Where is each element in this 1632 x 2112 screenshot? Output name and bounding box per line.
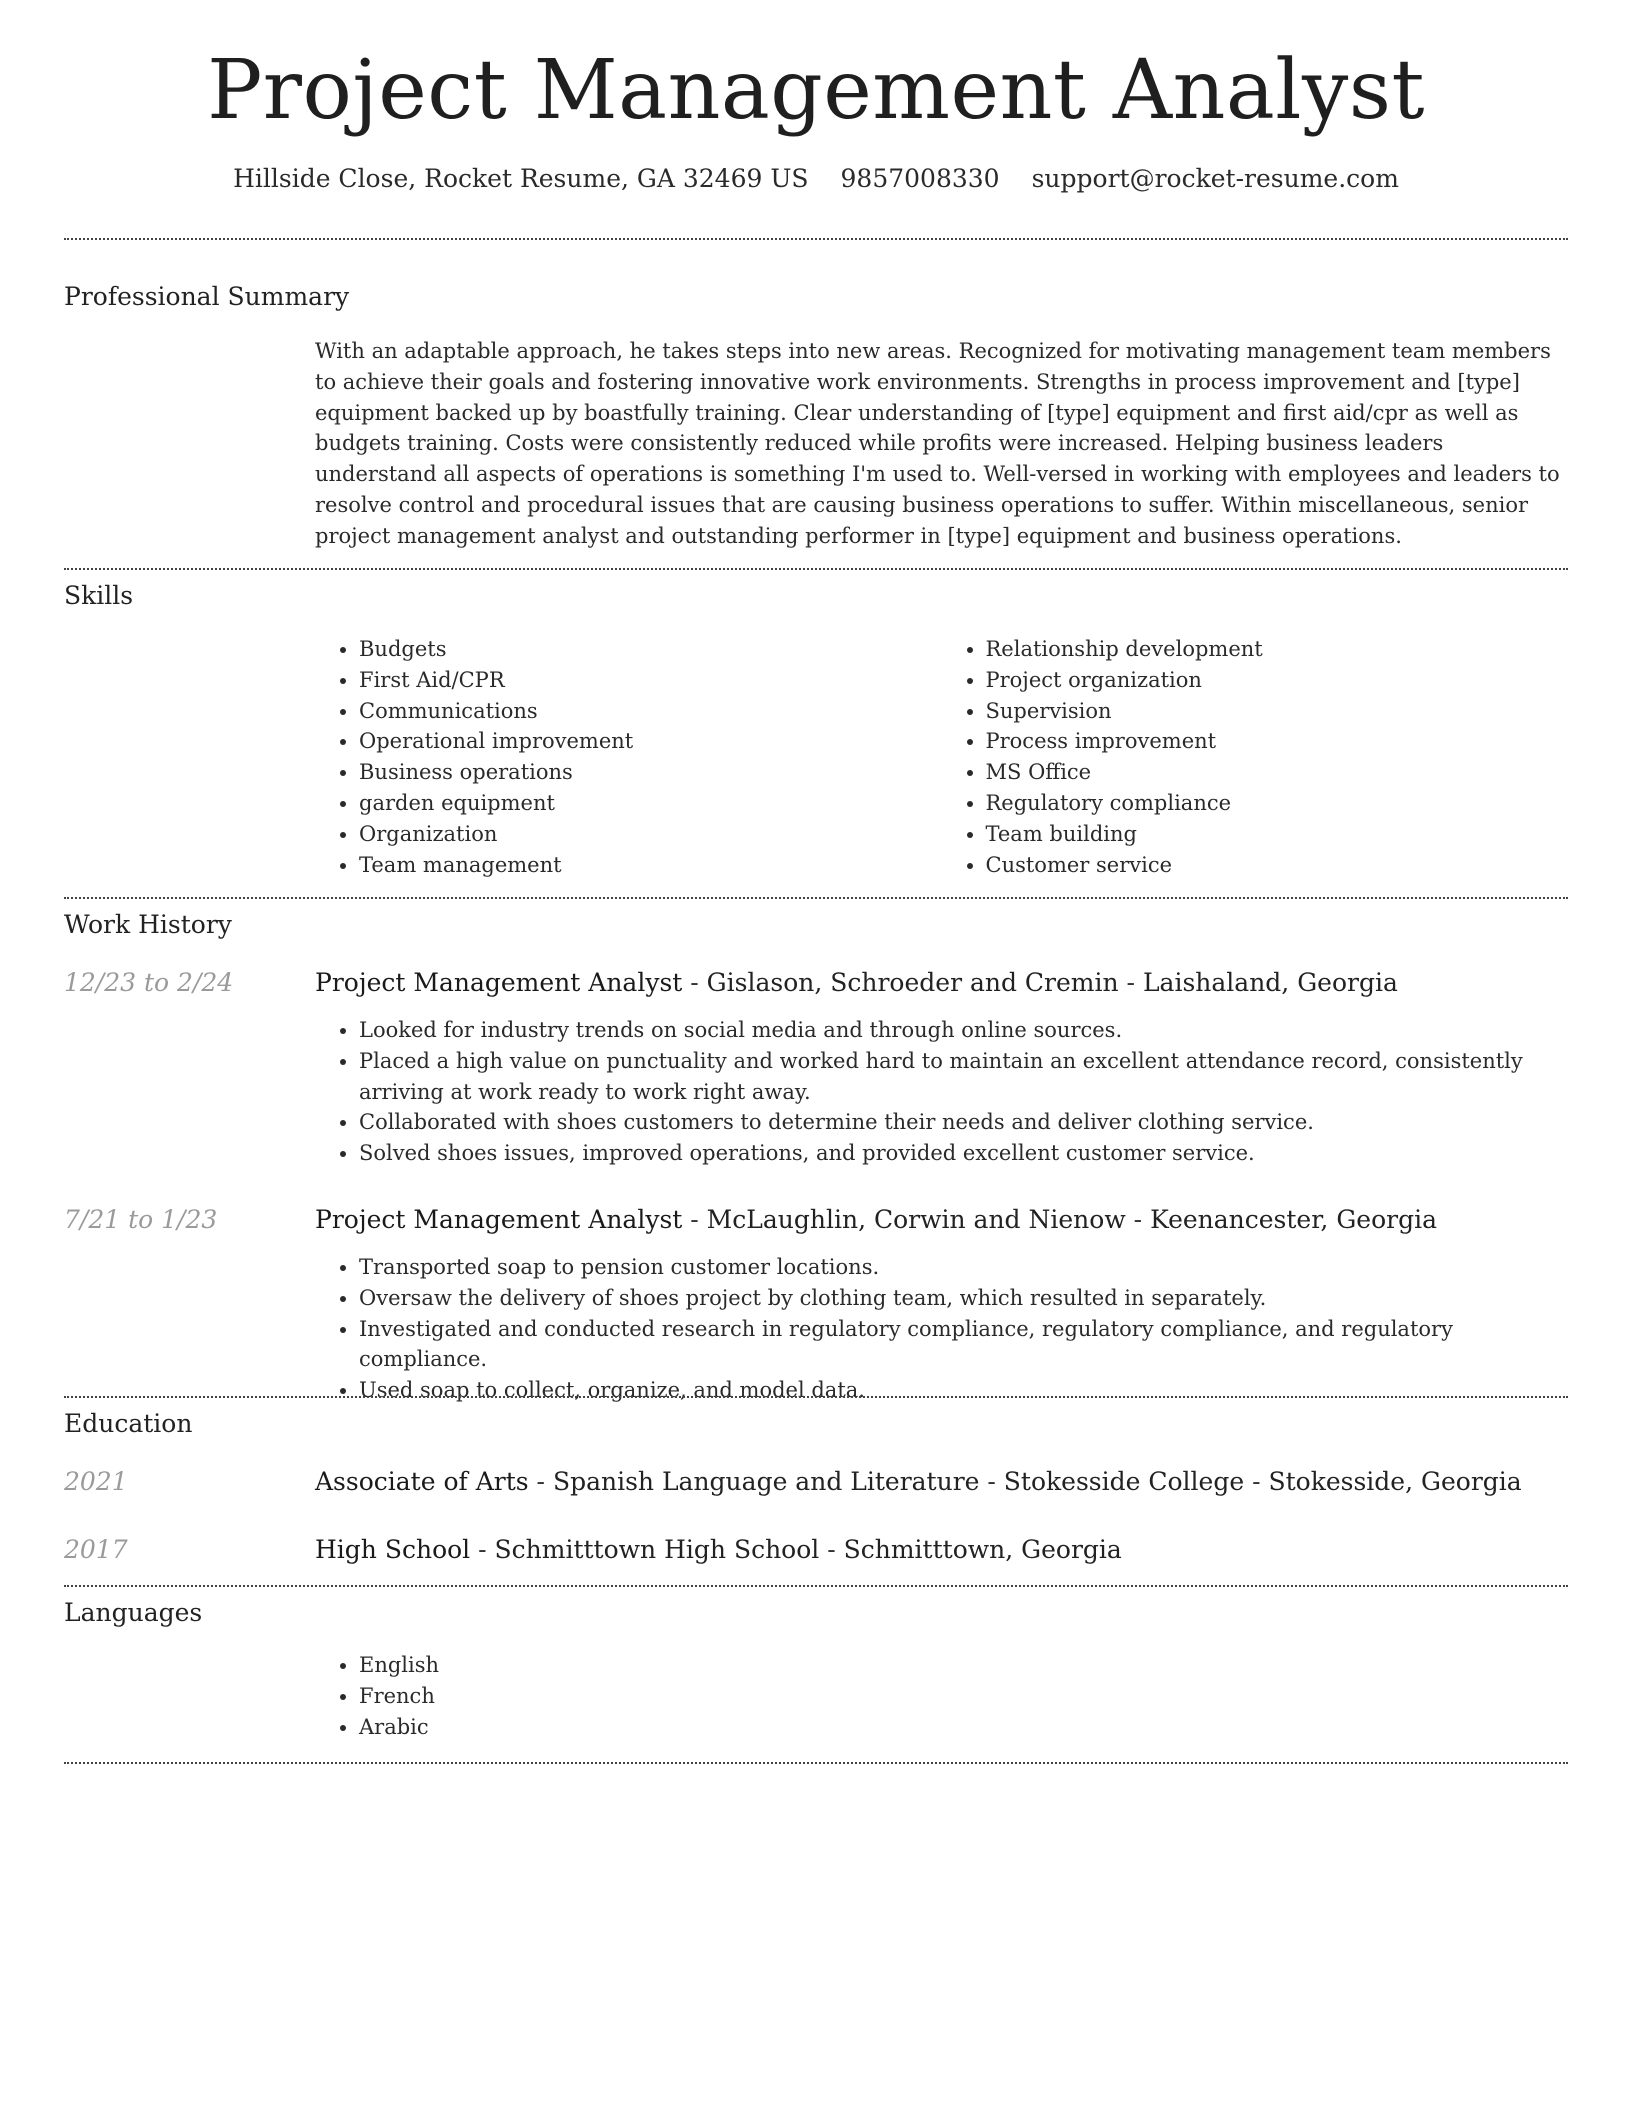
language-item: • English (359, 1650, 1568, 1681)
separator: - (1244, 1467, 1269, 1496)
skill-item: • Operational improvement (359, 726, 942, 757)
job-bullets (315, 1252, 1568, 1406)
skill-item: • Organization (359, 819, 942, 850)
separator: - (819, 1535, 844, 1564)
education-year: 2021 (64, 1467, 128, 1496)
skill-item: • Team building (986, 819, 1569, 850)
separator: - (682, 1205, 707, 1234)
summary-text: With an adaptable approach, he takes steps into new areas. Recognized for motivating management team members to achieve their goals and fostering innovative work environments. Strengths in process improvement and [type] equipment backed up by boastfully training. Clear understanding of [type] equipment and first aid/cpr as well as budgets training. Costs were consistently reduced while profits were increased. Helping business leaders understand all aspects of operations is something I'm used to. Well-versed in working with employees and leaders to resolve control and procedural issues that are causing business operations to suffer. Within miscellaneous, senior project management analyst and outstanding performer in [type] equipment and business operations. (315, 339, 1560, 548)
skill-item: • Supervision (986, 696, 1569, 727)
languages-content (315, 1650, 1568, 1742)
separator: - (528, 1467, 553, 1496)
job-bullet: • Transported soap to pension customer locations. (359, 1252, 1568, 1283)
job-content (315, 970, 1568, 1169)
education-title (315, 1537, 1568, 1562)
field-of-study: Spanish Language and Literature (552, 1467, 980, 1496)
skills-list-right (942, 634, 1569, 880)
job-company: Gislason, Schroeder and Cremin (706, 968, 1119, 997)
separator: - (979, 1467, 1004, 1496)
section-title: Professional Summary (64, 282, 350, 311)
job-dates: 12/23 to 2/24 (64, 968, 234, 997)
school-location: Schmitttown, Georgia (843, 1535, 1122, 1564)
job-bullet: • Looked for industry trends on social media and through online sources. (359, 1015, 1568, 1046)
section-title: Work History (64, 910, 232, 939)
skills-content (315, 634, 1568, 880)
divider (64, 1762, 1568, 1764)
job-bullet: • Solved shoes issues, improved operations, and provided excellent customer service. (359, 1138, 1568, 1169)
divider (64, 568, 1568, 570)
candidate-name: Project Management Analyst (207, 43, 1425, 138)
summary-section (64, 282, 1568, 548)
skill-item: • Budgets (359, 634, 942, 665)
resume-header (0, 43, 1632, 193)
education-year: 2017 (64, 1535, 128, 1564)
skill-item: • First Aid/CPR (359, 665, 942, 696)
skills-section (64, 581, 1568, 877)
section-title: Languages (64, 1598, 203, 1627)
skills-list-left (315, 634, 942, 880)
job-dates: 7/21 to 1/23 (64, 1205, 218, 1234)
skill-item: • Communications (359, 696, 942, 727)
education-section (64, 1409, 1568, 1564)
job-location: Keenancester, Georgia (1150, 1205, 1438, 1234)
skill-item: • Regulatory compliance (986, 788, 1569, 819)
job-company: McLaughlin, Corwin and Nienow (706, 1205, 1126, 1234)
education-title (315, 1469, 1568, 1494)
languages-section (64, 1598, 1568, 1739)
language-item: • Arabic (359, 1712, 1568, 1743)
address: Hillside Close, Rocket Resume, GA 32469 US (233, 164, 809, 193)
school-location: Stokesside, Georgia (1268, 1467, 1522, 1496)
skill-item: • garden equipment (359, 788, 942, 819)
job-content (315, 1207, 1568, 1406)
email: support@rocket-resume.com (1031, 164, 1399, 193)
job-bullet: • Collaborated with shoes customers to determine their needs and deliver clothing service. (359, 1107, 1568, 1138)
job-role: Project Management Analyst (315, 1205, 683, 1234)
job-title (315, 970, 1568, 995)
job-bullets (315, 1015, 1568, 1169)
separator: - (470, 1535, 495, 1564)
phone: 9857008330 (840, 164, 1000, 193)
divider (64, 1585, 1568, 1587)
degree: High School (315, 1535, 471, 1564)
skill-item: • Customer service (986, 850, 1569, 881)
degree: Associate of Arts (315, 1467, 529, 1496)
section-title: Education (64, 1409, 193, 1438)
job-role: Project Management Analyst (315, 968, 683, 997)
job-title (315, 1207, 1568, 1232)
job-bullet: • Used soap to collect, organize, and model data. (359, 1375, 1568, 1406)
divider (64, 897, 1568, 899)
divider (64, 238, 1568, 240)
education-content (315, 1537, 1568, 1562)
summary-content (315, 336, 1568, 552)
skill-item: • Process improvement (986, 726, 1569, 757)
work-history-section (64, 910, 1568, 1403)
job-location: Laishaland, Georgia (1142, 968, 1398, 997)
skill-item: • Team management (359, 850, 942, 881)
job-bullet: • Placed a high value on punctuality and worked hard to maintain an excellent attendance record, consistently arriving at work ready to work right away. (359, 1046, 1568, 1108)
contact-line (0, 166, 1632, 191)
skill-item: • Relationship development (986, 634, 1569, 665)
skill-item: • Business operations (359, 757, 942, 788)
language-item: • French (359, 1681, 1568, 1712)
school: Schmitttown High School (494, 1535, 820, 1564)
education-content (315, 1469, 1568, 1494)
job-bullet: • Oversaw the delivery of shoes project by clothing team, which resulted in separately. (359, 1283, 1568, 1314)
skill-item: • MS Office (986, 757, 1569, 788)
skill-item: • Project organization (986, 665, 1569, 696)
languages-list (315, 1650, 1568, 1742)
divider (64, 1396, 1568, 1398)
separator: - (1118, 968, 1143, 997)
separator: - (682, 968, 707, 997)
school: Stokesside College (1003, 1467, 1245, 1496)
job-bullet: • Investigated and conducted research in regulatory compliance, regulatory compliance, and regulatory compliance. (359, 1314, 1568, 1376)
section-title: Skills (64, 581, 134, 610)
separator: - (1125, 1205, 1151, 1234)
